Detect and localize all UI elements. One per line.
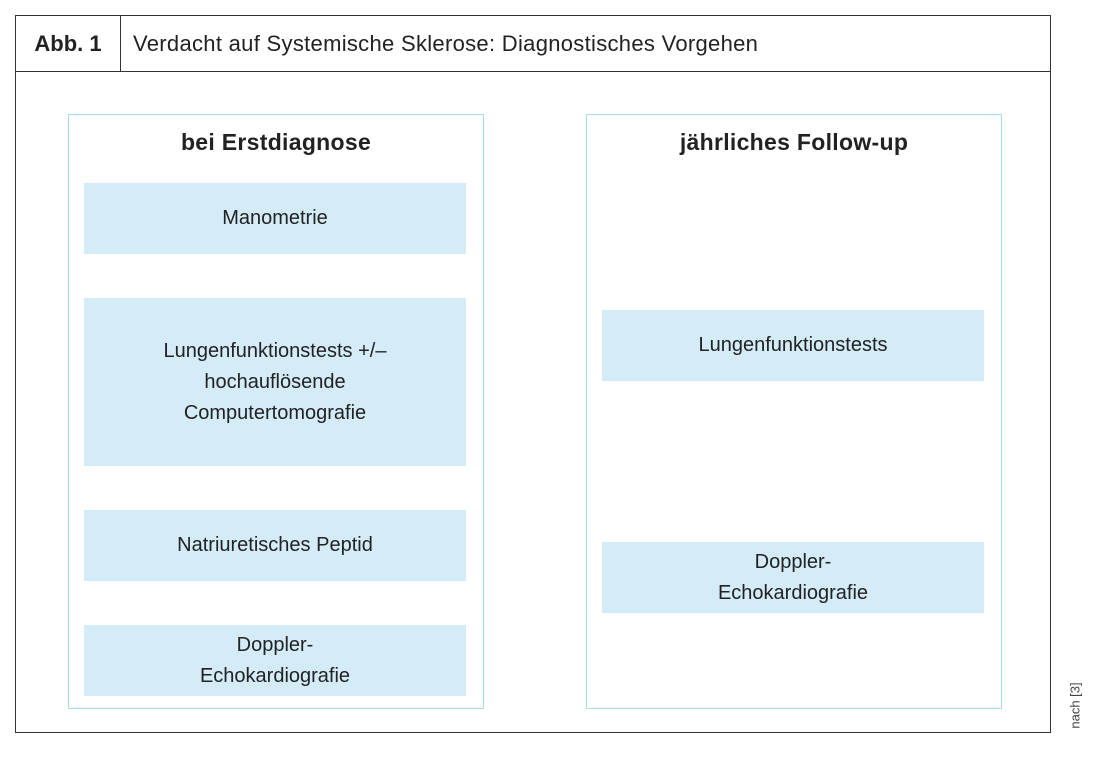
box-line: Echokardiografie: [199, 664, 351, 687]
box-lung-function-ct: [84, 298, 466, 466]
figure-title: Verdacht auf Systemische Sklerose: Diagnostisches Vorgehen: [133, 30, 759, 56]
box-line: Lungenfunktionstests: [698, 334, 888, 356]
box-line: Doppler-: [236, 633, 314, 656]
box-doppler-echo-initial: [84, 625, 466, 696]
source-note: [1060, 670, 1090, 740]
panel-annual-follow-up: [586, 114, 1002, 709]
box-line: Manometrie: [222, 207, 328, 229]
box-line: Doppler-: [754, 550, 832, 573]
box-natriuretic-peptide: [84, 510, 466, 581]
figure-header: [16, 16, 1050, 72]
box-manometry: [84, 183, 466, 254]
box-doppler-echo-follow-up: [602, 542, 984, 613]
box-line: Echokardiografie: [717, 581, 869, 604]
source-note-text: nach [3]: [1067, 681, 1083, 729]
figure-label: Abb. 1: [16, 16, 121, 71]
box-lung-function-follow-up: [602, 310, 984, 381]
panel-initial-diagnosis: [68, 114, 484, 709]
panel-title-initial: bei Erstdiagnose: [180, 129, 372, 155]
panel-title-follow-up: jährliches Follow-up: [679, 129, 909, 155]
box-line: Computertomografie: [183, 401, 367, 424]
box-line: Lungenfunktionstests +/–: [163, 339, 387, 362]
box-line: hochauflösende: [204, 370, 346, 393]
box-line: Natriuretisches Peptid: [177, 534, 373, 556]
figure-frame: [15, 15, 1051, 733]
